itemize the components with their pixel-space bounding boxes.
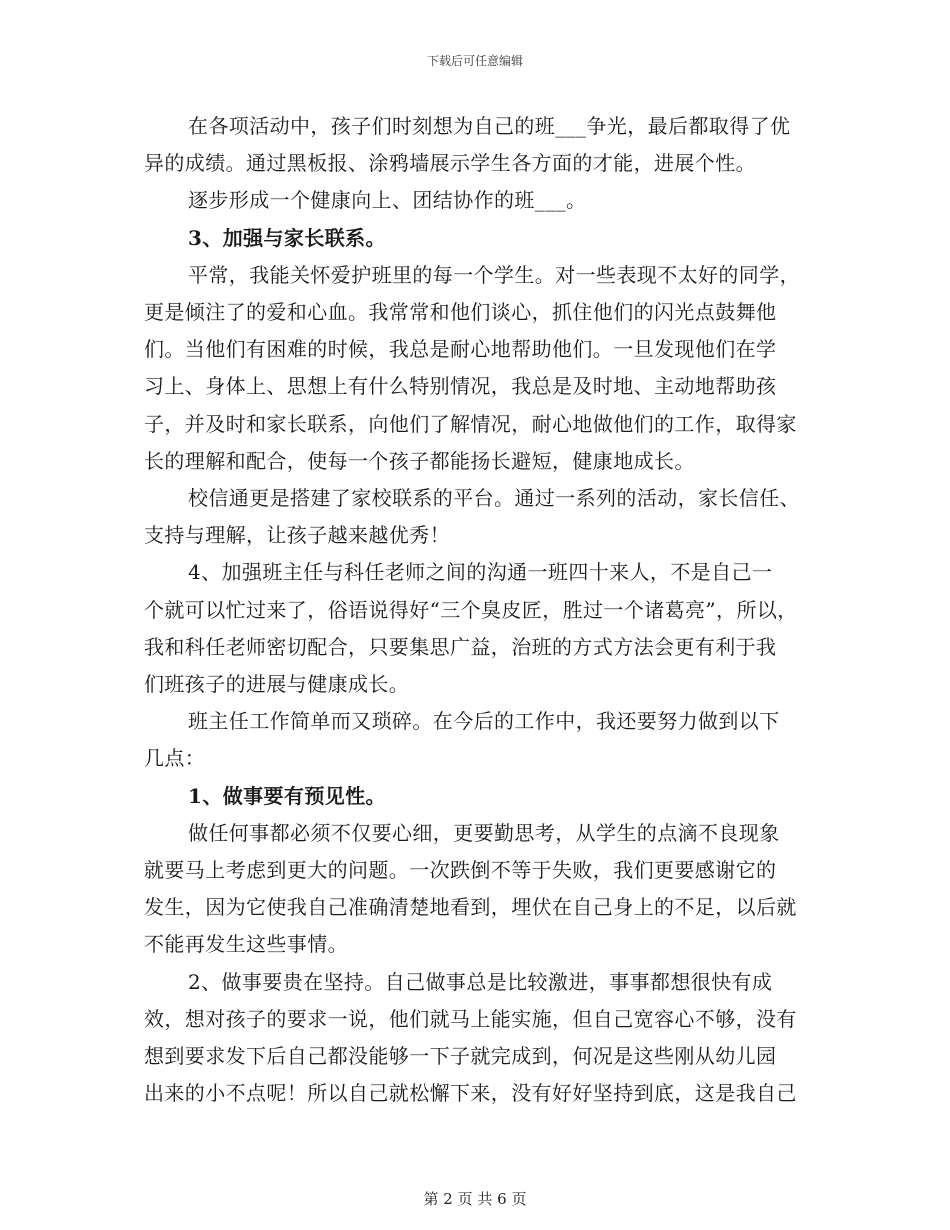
text-line: 们班孩子的进展与健康成长。	[144, 672, 410, 697]
text-line: 我和科任老师密切配合，只要集思广益，治班的方式方法会更有利于我	[144, 634, 777, 659]
text-line: 效，想对孩子的要求一说，他们就马上能实施，但自己宽容心不够，没有	[144, 1006, 797, 1031]
text-line: 习上、身体上、思想上有什么特别情况，我总是及时地、主动地帮助孩	[144, 374, 777, 399]
text-line: 在各项活动中，孩子们时刻想为自己的班___争光，最后都取得了优	[188, 114, 791, 138]
text-line: 4、加强班主任与科任老师之间的沟通一班四十来人，不是自己一	[188, 560, 773, 585]
page-footer: 第 2 页 共 6 页	[423, 1190, 527, 1208]
document-body	[144, 108, 824, 1112]
text-line: 几点：	[144, 746, 206, 771]
text-line: 出来的小不点呢！所以自己就松懈下来，没有好好坚持到底，这是我自己	[144, 1081, 797, 1106]
text-line: 就要马上考虑到更大的问题。一次跌倒不等于失败，我们更要感谢它的	[144, 858, 777, 883]
text-line: 做任何事都必须不仅要心细，更要勤思考，从学生的点滴不良现象	[188, 820, 780, 845]
text-line: 异的成绩。通过黑板报、涂鸦墙展示学生各方面的才能，进展个性。	[144, 151, 756, 176]
text-line: 支持与理解，让孩子越来越优秀！	[144, 523, 450, 548]
text-line: 班主任工作简单而又琐碎。在今后的工作中，我还要努力做到以下	[188, 709, 780, 734]
section-heading: 3、加强与家长联系。	[188, 225, 386, 250]
text-line: 逐步形成一个健康向上、团结协作的班___。	[188, 188, 587, 213]
text-line: 2、做事要贵在坚持。自己做事总是比较激进，事事都想很快有成	[188, 969, 773, 994]
text-line: 想到要求发下后自己都没能够一下子就完成到，何况是这些刚从幼儿园	[144, 1044, 777, 1069]
text-line: 平常，我能关怀爱护班里的每一个学生。对一些表现不太好的同学，	[188, 262, 800, 287]
page-header: 下载后可任意编辑	[426, 54, 523, 68]
text-line: 个就可以忙过来了，俗语说得好“三个臭皮匠，胜过一个诸葛亮”，所以，	[144, 597, 798, 622]
section-heading: 1、做事要有预见性。	[188, 783, 386, 808]
text-line: 不能再发生这些事情。	[144, 932, 348, 957]
text-line: 校信通更是搭建了家校联系的平台。通过一系列的活动，家长信任、	[188, 486, 800, 511]
text-line: 发生，因为它使我自己准确清楚地看到，埋伏在自己身上的不足，以后就	[144, 895, 797, 920]
text-line: 更是倾注了的爱和心血。我常常和他们谈心，抓住他们的闪光点鼓舞他	[144, 300, 777, 325]
text-line: 长的理解和配合，使每一个孩子都能扬长避短，健康地成长。	[144, 448, 695, 473]
text-line: 们。当他们有困难的时候，我总是耐心地帮助他们。一旦发现他们在学	[144, 337, 777, 362]
text-line: 子，并及时和家长联系，向他们了解情况，耐心地做他们的工作，取得家	[144, 411, 797, 436]
